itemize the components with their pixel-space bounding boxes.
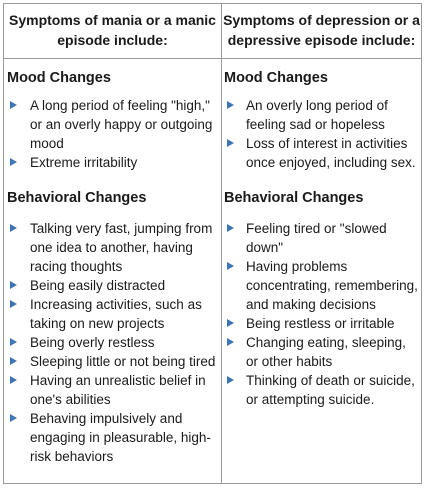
mania-mood-list xyxy=(4,96,221,172)
triangle-bullet-icon xyxy=(227,101,234,109)
mania-behavior-title: Behavioral Changes xyxy=(7,190,147,206)
list-item: Changing eating, sleeping, or other habits xyxy=(222,333,421,371)
triangle-bullet-icon xyxy=(10,101,17,109)
depression-behavior-title: Behavioral Changes xyxy=(224,190,364,206)
list-item: Sleeping little or not being tired xyxy=(4,352,221,371)
triangle-bullet-icon xyxy=(10,376,17,384)
triangle-bullet-icon xyxy=(227,338,234,346)
symptoms-table xyxy=(3,3,422,484)
list-item: Behaving impulsively and engaging in pleasurable, high-risk behaviors xyxy=(4,409,221,466)
depression-mood-list xyxy=(222,96,421,172)
list-item: A long period of feeling "high," or an overly happy or outgoing mood xyxy=(4,96,221,153)
triangle-bullet-icon xyxy=(227,224,234,232)
triangle-bullet-icon xyxy=(227,262,234,270)
depression-header: Symptoms of depression or a depressive episode include: xyxy=(222,4,421,59)
depression-behavior-list xyxy=(222,219,421,409)
list-item: Feeling tired or "slowed down" xyxy=(222,219,421,257)
triangle-bullet-icon xyxy=(10,158,17,166)
triangle-bullet-icon xyxy=(227,376,234,384)
triangle-bullet-icon xyxy=(227,319,234,327)
depression-column xyxy=(222,4,421,407)
list-item: Being restless or irritable xyxy=(222,314,421,333)
list-item: An overly long period of feeling sad or hopeless xyxy=(222,96,421,134)
list-item: Being easily distracted xyxy=(4,276,221,295)
depression-mood-title: Mood Changes xyxy=(224,70,328,86)
mania-behavior-list xyxy=(4,219,221,466)
list-item: Increasing activities, such as taking on new projects xyxy=(4,295,221,333)
triangle-bullet-icon xyxy=(10,281,17,289)
list-item: Being overly restless xyxy=(4,333,221,352)
triangle-bullet-icon xyxy=(10,300,17,308)
mania-column xyxy=(4,4,221,464)
mania-header: Symptoms of mania or a manic episode include: xyxy=(4,4,221,59)
triangle-bullet-icon xyxy=(10,414,17,422)
list-item: Talking very fast, jumping from one idea to another, having racing thoughts xyxy=(4,219,221,276)
triangle-bullet-icon xyxy=(10,338,17,346)
list-item: Loss of interest in activities once enjoyed, including sex. xyxy=(222,134,421,172)
triangle-bullet-icon xyxy=(227,139,234,147)
mania-mood-title: Mood Changes xyxy=(7,70,111,86)
triangle-bullet-icon xyxy=(10,224,17,232)
list-item: Thinking of death or suicide, or attempting suicide. xyxy=(222,371,421,409)
triangle-bullet-icon xyxy=(10,357,17,365)
list-item: Extreme irritability xyxy=(4,153,221,172)
list-item: Having problems concentrating, remembering, and making decisions xyxy=(222,257,421,314)
list-item: Having an unrealistic belief in one's abilities xyxy=(4,371,221,409)
